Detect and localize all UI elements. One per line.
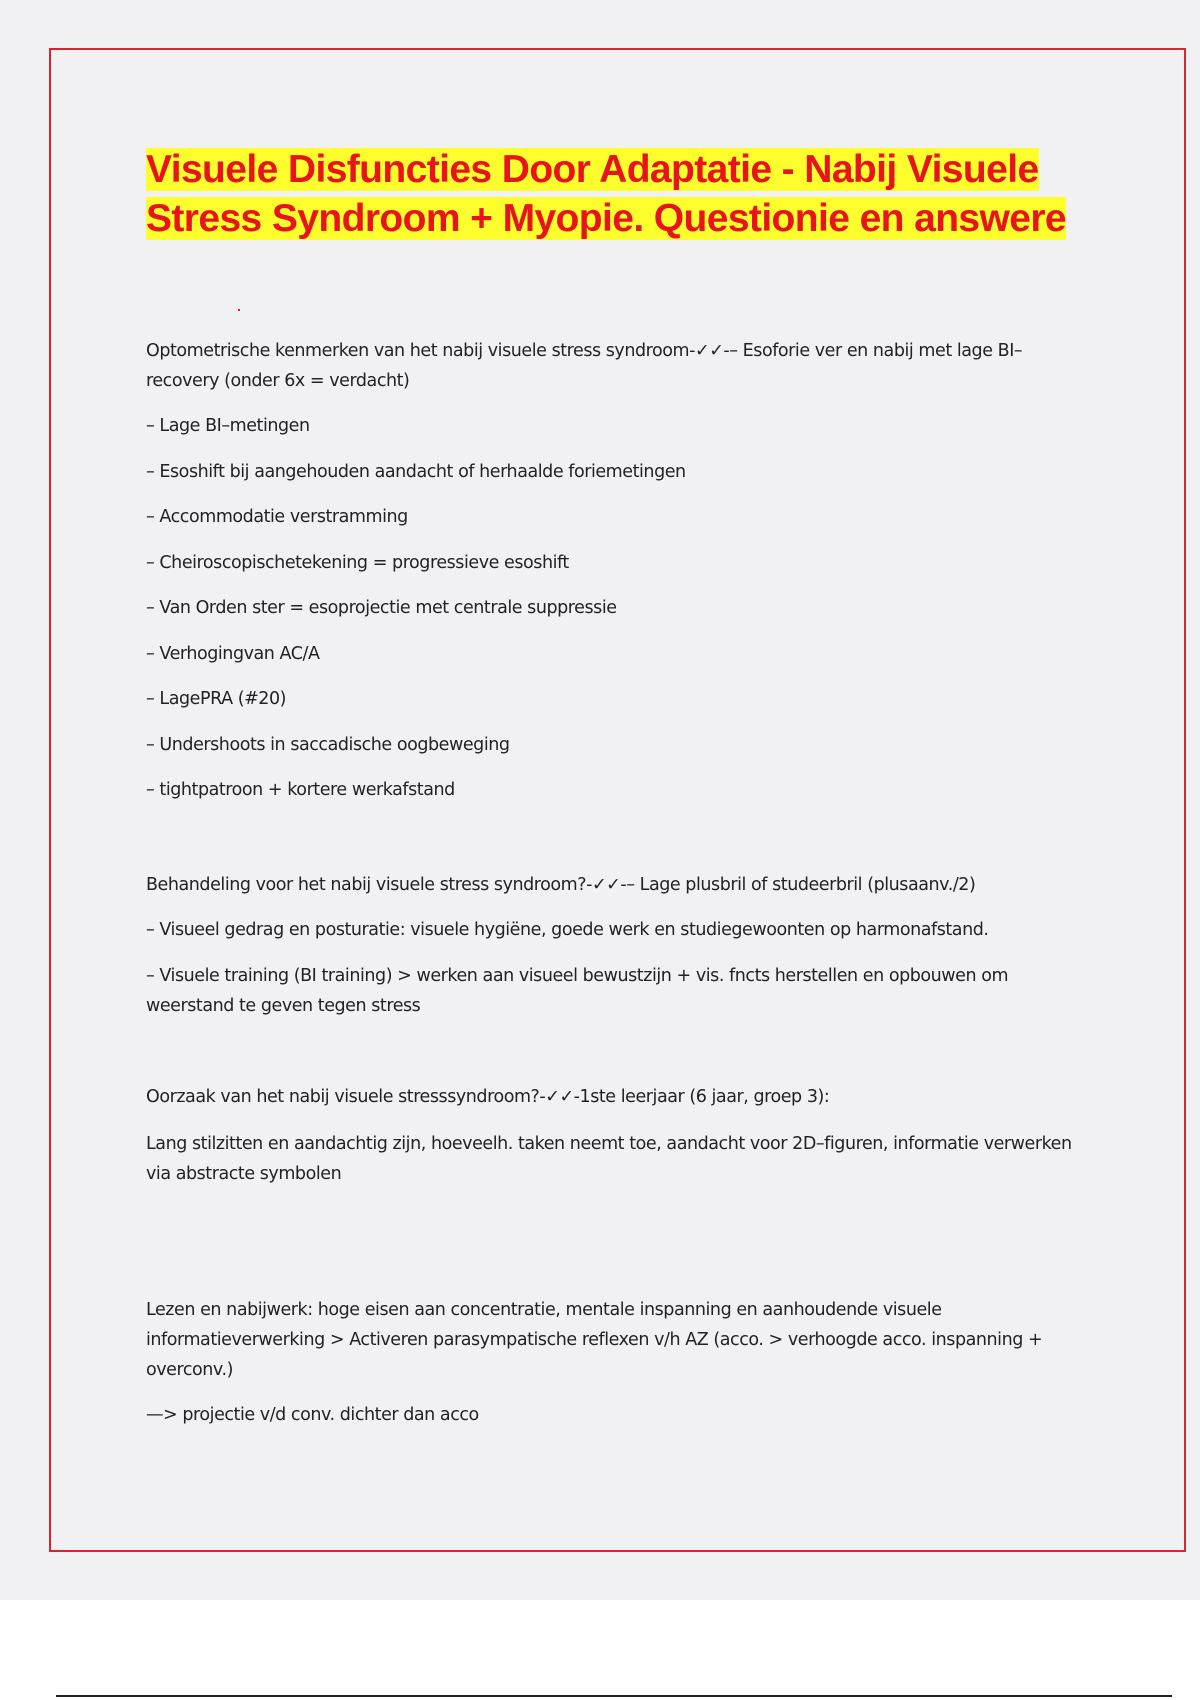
list-item: – LagePRA (#20) [146, 689, 287, 709]
list-item: – Undershoots in saccadische oogbeweging [146, 735, 510, 755]
list-item: – Esoshift bij aangehouden aandacht of herhaalde foriemetingen [146, 462, 686, 482]
list-item: – Verhogingvan AC/A [146, 644, 320, 664]
document-title [146, 145, 1086, 243]
paragraph-kenmerken: Optometrische kenmerken van het nabij visuele stress syndroom-✓✓-– Esoforie ver en nabij met lage BI–recovery (onder 6x = verdacht) [146, 341, 1023, 391]
list-item: – Lage BI–metingen [146, 416, 310, 436]
stray-dot [238, 309, 240, 311]
list-item: – Van Orden ster = esoprojectie met centrale suppressie [146, 598, 617, 618]
list-item: – Visueel gedrag en posturatie: visuele hygiëne, goede werk en studiegewoonten op harmonafstand. [146, 920, 989, 940]
paragraph-projectie: —> projectie v/d conv. dichter dan acco [146, 1405, 479, 1425]
document-header [146, 145, 1086, 243]
list-item: – Cheiroscopischetekening = progressieve esoshift [146, 553, 569, 573]
paragraph-oorzaak: Oorzaak van het nabij visuele stresssyndroom?-✓✓-1ste leerjaar (6 jaar, groep 3): [146, 1087, 830, 1107]
list-item: – Visuele training (BI training) > werken aan visueel bewustzijn + vis. fncts herstellen en opbouwen om weerstand te geven tegen stress [146, 966, 1009, 1016]
paragraph-stilzitten: Lang stilzitten en aandachtig zijn, hoeveelh. taken neemt toe, aandacht voor 2D–figuren, informatie verwerken via abstracte symbolen [146, 1134, 1072, 1184]
list-item: – Accommodatie verstramming [146, 507, 408, 527]
paragraph-lezen: Lezen en nabijwerk: hoge eisen aan concentratie, mentale inspanning en aanhoudende visuele informatieverwerking > Activeren parasympatische reflexen v/h AZ (acco. > verhoogde acco. inspanning + overconv.) [146, 1300, 1043, 1380]
document-title-text: Visuele Disfuncties Door Adaptatie - Nabij Visuele Stress Syndroom + Myopie. Questionie en answere [146, 148, 1067, 240]
list-item: – tightpatroon + kortere werkafstand [146, 780, 455, 800]
bottom-divider [56, 1695, 1172, 1697]
paragraph-behandeling: Behandeling voor het nabij visuele stress syndroom?-✓✓-– Lage plusbril of studeerbril (plusaanv./2) [146, 875, 976, 895]
